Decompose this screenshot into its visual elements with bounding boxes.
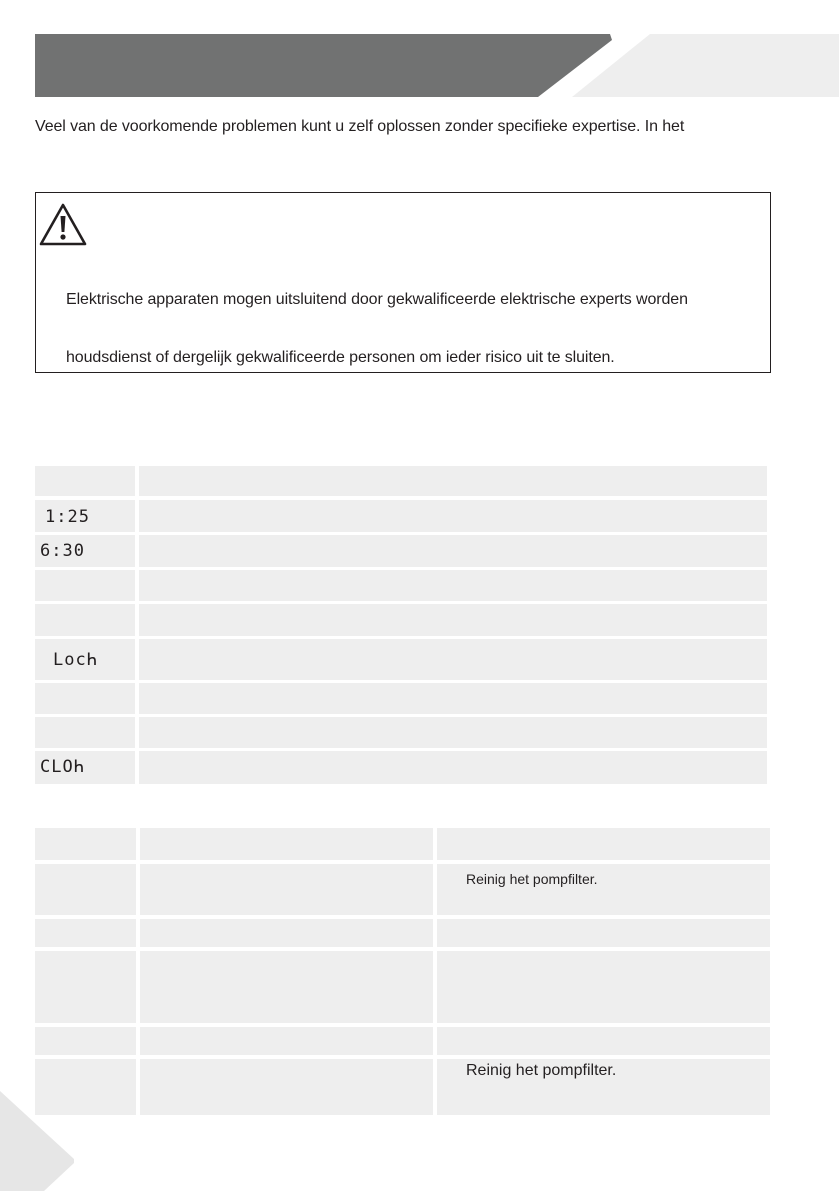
- header-tab: [572, 34, 839, 97]
- table-cell: [139, 717, 767, 748]
- display-code: 1:25: [45, 507, 90, 527]
- table-cell: [437, 1027, 770, 1055]
- table-header-cell: [35, 828, 136, 860]
- table-header-cell: [35, 466, 135, 496]
- table-cell: [140, 1027, 433, 1055]
- warning-line-1: Elektrische apparaten mogen uitsluitend door gekwalificeerde elektrische experts worden: [66, 291, 688, 308]
- table-cell: [35, 570, 135, 601]
- table-cell: [139, 683, 767, 714]
- table-cell: [35, 1027, 136, 1055]
- table-cell: [437, 919, 770, 947]
- table-header-cell: [139, 466, 767, 496]
- display-code: CLOҺ: [40, 757, 85, 777]
- table-cell: [437, 951, 770, 1023]
- table-cell: [35, 683, 135, 714]
- solution-text: Reinig het pompfilter.: [466, 871, 598, 887]
- page-header: [0, 0, 839, 100]
- table-cell: [140, 864, 433, 915]
- table-cell: [35, 717, 135, 748]
- table-cell: [139, 500, 767, 532]
- intro-text: Veel van de voorkomende problemen kunt u zelf oplossen zonder specifieke expertise. In het: [35, 118, 685, 135]
- table-cell: [140, 951, 433, 1023]
- table-cell: [139, 535, 767, 567]
- warning-triangle-icon: [38, 202, 88, 248]
- table-cell: [139, 604, 767, 636]
- warning-box: [35, 192, 771, 373]
- table-cell: [139, 639, 767, 680]
- solution-text: Reinig het pompfilter.: [466, 1062, 617, 1079]
- table-cell: [35, 919, 136, 947]
- warning-line-2: houdsdienst of dergelijk gekwalificeerde personen om ieder risico uit te sluiten.: [66, 349, 615, 366]
- table-header-cell: [437, 828, 770, 860]
- table-header-cell: [140, 828, 433, 860]
- header-bar: [35, 34, 612, 97]
- table-cell: [139, 751, 767, 784]
- display-code: 6:30: [40, 541, 85, 561]
- table-cell: [35, 604, 135, 636]
- table-cell: [139, 570, 767, 601]
- page-corner-decoration: [0, 1091, 80, 1191]
- display-code: LocҺ: [53, 650, 98, 670]
- table-cell: [35, 864, 136, 915]
- table-cell: [140, 1059, 433, 1115]
- table-cell: [140, 919, 433, 947]
- table-cell: [35, 951, 136, 1023]
